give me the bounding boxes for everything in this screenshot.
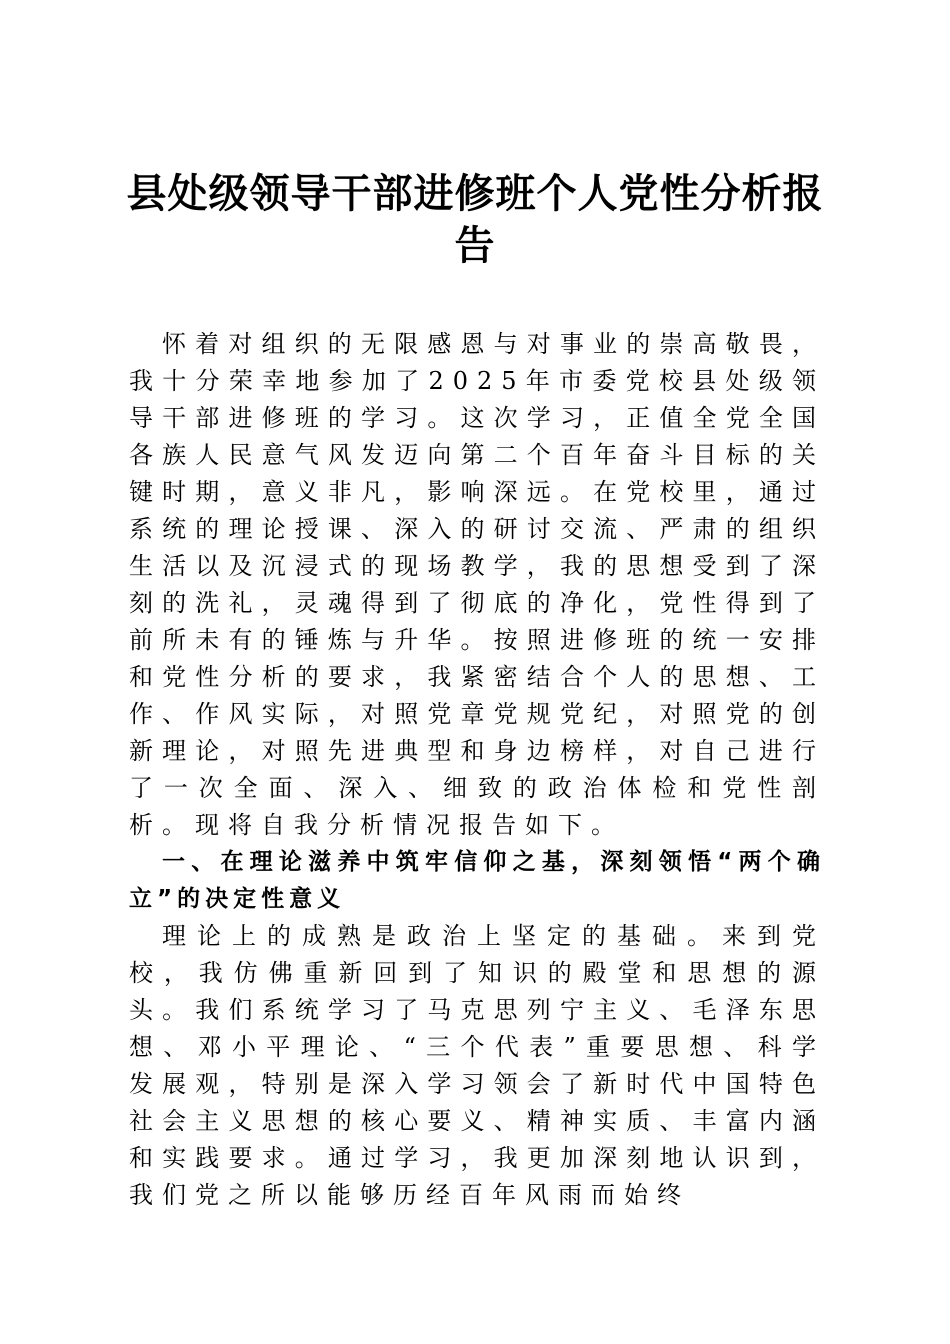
section-1-paragraph: 理论上的成熟是政治上坚定的基础。来到党校，我仿佛重新回到了知识的殿堂和思想的源头。我们系统学习了马克思列宁主义、毛泽东思想、邓小平理论、“三个代表”重要思想、科学发展观，特别是深入学习领会了新时代中国特色社会主义思想的核心要义、精神实质、丰富内涵和实践要求。通过学习，我更加深刻地认识到，我们党之所以能够历经百年风雨而始终	[129, 922, 825, 1209]
intro-paragraph: 怀着对组织的无限感恩与对事业的崇高敬畏，我十分荣幸地参加了2025年市委党校县处级领导干部进修班的学习。这次学习，正值全党全国各族人民意气风发迈向第二个百年奋斗目标的关键时期，意义非凡，影响深远。在党校里，通过系统的理论授课、深入的研讨交流、严肃的组织生活以及沉浸式的现场教学，我的思想受到了深刻的洗礼，灵魂得到了彻底的净化，党性得到了前所未有的锤炼与升华。按照进修班的统一安排和党性分析的要求，我紧密结合个人的思想、工作、作风实际，对照党章党规党纪，对照党的创新理论，对照先进典型和身边榜样，对自己进行了一次全面、深入、细致的政治体检和党性剖析。现将自我分析情况报告如下。	[129, 330, 825, 839]
document-title: 县处级领导干部进修班个人党性分析报告	[126, 171, 824, 269]
document-body	[129, 326, 825, 1214]
section-heading-1: 一、在理论滋养中筑牢信仰之基，深刻领悟“两个确立”的决定性意义	[129, 849, 825, 912]
